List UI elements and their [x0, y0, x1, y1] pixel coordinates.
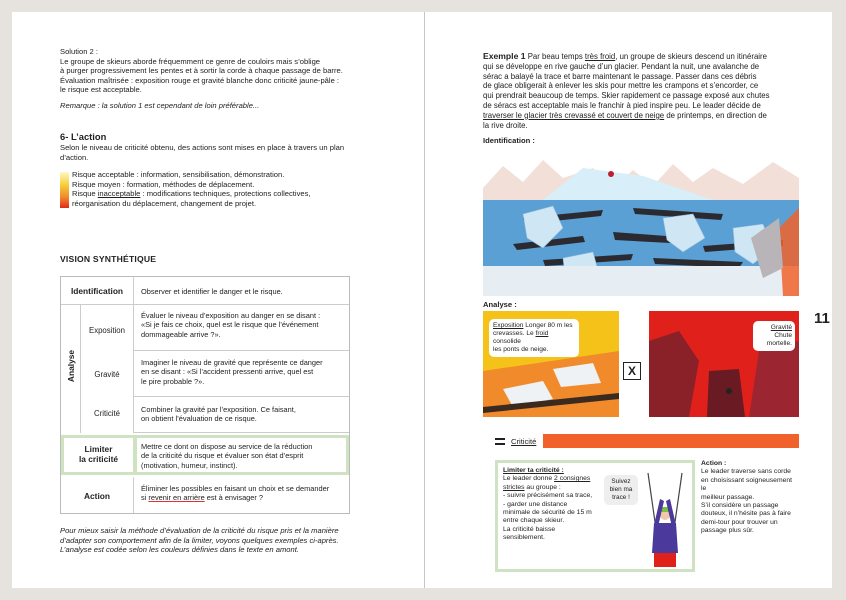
limiter-line: - garder une distance [503, 500, 568, 508]
combine-x-mark: X [623, 362, 641, 380]
example-title: Exemple 1 [483, 51, 526, 61]
example-part: de printemps, en direction de [664, 110, 767, 120]
risk-gradient-bar [60, 172, 69, 208]
limiter-label-line: Limiter [84, 444, 113, 454]
gravite-word: Gravité [770, 324, 792, 331]
gravite-text [141, 358, 323, 386]
solution-2-block [60, 47, 380, 95]
action-line: en choisissant soigneusement le [701, 476, 793, 493]
action-heading: 6- L’action [60, 131, 107, 142]
limiter-title: Limiter ta criticité : [503, 467, 564, 474]
footer-line: L’analyse est codée selon les couleurs définies dans le texte en amont. [60, 545, 299, 555]
gravite-line: Imaginer le niveau de gravité que représente ce danger [141, 358, 323, 367]
limiter-label-line: la criticité [78, 454, 119, 464]
solution-line: le risque est acceptable. [60, 85, 142, 95]
risk-moyen: Risque moyen : formation, méthodes de déplacement. [72, 179, 255, 189]
example-line: de glace obligerait à enlever les skis pour mettre les crampons et s’encorder, ce [483, 81, 759, 91]
analyse-label: Analyse : [483, 300, 517, 309]
action-line: Selon le niveau de criticité obtenu, des actions sont mises en place à travers un plan [60, 143, 345, 152]
risk-acceptable: Risque acceptable : information, sensibilisation, démonstration. [72, 170, 285, 179]
vision-heading: VISION SYNTHÉTIQUE [60, 254, 157, 264]
action-line: demi-tour pour trouver un [701, 518, 778, 526]
risk-inacceptable [72, 189, 372, 199]
limiter-line: - suivre précisément sa trace, [503, 492, 593, 500]
action-line: d’action. [60, 152, 89, 162]
limiter-line: La criticité baisse [503, 525, 556, 533]
equals-sign-bottom [495, 443, 505, 445]
example-line: de séracs est acceptable mais le franchir à pied inspire peu. Le leader décide de [483, 100, 761, 110]
example-line: sérac a balayé la trace et barre maintenant le passage. Passer dans ces débris [483, 71, 757, 81]
bubble-text: Longer 80 m les [523, 322, 573, 329]
row-identification [61, 277, 349, 305]
action-line: Éliminer les possibles en faisant un choix et se demander [141, 484, 330, 493]
glacier-illustration [483, 148, 799, 296]
risk-text: Risque [72, 189, 98, 199]
exposition-line: Évaluer le niveau d’exposition au danger en se disant : [141, 311, 321, 320]
criticite-text [141, 405, 296, 424]
criticite-bar [543, 434, 799, 448]
limiter-line: de la criticité du risque et évaluer son état d’esprit [141, 451, 304, 461]
limiter-text [141, 442, 312, 470]
gravite-line: en se disant : «Si l’accident pressenti arrive, quel est [141, 367, 314, 377]
exposition-text [141, 311, 320, 339]
risk-text: : modifications techniques, protections collectives, [140, 189, 311, 199]
bubble-text: mortelle. [766, 340, 792, 347]
action-underlined: revenir en arrière [148, 493, 205, 503]
gravite-panel [649, 311, 799, 417]
action-title: Action : [701, 460, 727, 467]
gravite-label: Gravité [94, 370, 120, 379]
example-underlined: traverser le glacier très crevassé et couvert de neige [483, 110, 665, 120]
action-line: meilleur passage. [701, 493, 755, 501]
limiter-line: minimale de sécurité de 15 m [503, 509, 592, 517]
example-line [483, 111, 803, 121]
bubble-text: crevasses. Le [493, 330, 536, 337]
risk-line: réorganisation du déplacement, changement de projet. [72, 198, 257, 208]
action-text-part: est à envisager ? [204, 493, 264, 503]
book-spread [12, 12, 832, 588]
limiter-box [495, 460, 695, 572]
footer-note [60, 526, 380, 555]
identification-label: Identification : [483, 136, 535, 145]
solution-line: Évaluation maîtrisée : exposition rouge et gravité blanche donc criticité jaune-pâle : [60, 75, 340, 85]
example-text [483, 52, 803, 130]
limiter-label [64, 444, 133, 464]
identification-text: Observer et identifier le danger et le risque. [141, 287, 283, 296]
exposition-line: «Si je fais ce choix, quel est le risque que l’événement [141, 320, 319, 330]
action-intro [60, 143, 380, 162]
froid-word: froid [535, 330, 549, 337]
solution-title: Solution 2 : [60, 47, 98, 56]
identification-label: Identification [70, 286, 124, 296]
action-line: S’il considère un passage [701, 502, 779, 510]
limiter-part: au groupe : [524, 483, 561, 491]
analyse-column [61, 305, 81, 433]
action-text-part: si [141, 493, 149, 503]
limiter-line: (motivation, humeur, instinct). [141, 460, 238, 470]
footer-line: d’adapter son comportement afin de la limiter, voyons quelques exemples ci-après. [60, 535, 339, 545]
speech-line: Suivez [611, 478, 631, 485]
bubble-text: les ponts de neige. [493, 346, 549, 353]
action-text [141, 484, 329, 503]
criticite-line: Combiner la gravité par l’exposition. Ce faisant, [141, 405, 296, 414]
limiter-line: entre chaque skieur. [503, 517, 565, 525]
left-page [12, 12, 424, 588]
limiter-line [503, 475, 603, 483]
remark: Remarque : la solution 1 est cependant de loin préférable... [60, 101, 260, 110]
example-part: , un groupe de skieurs descend un itinéraire [615, 52, 767, 61]
limiter-line [503, 484, 603, 492]
skier-illustration [638, 469, 692, 569]
analyse-label: Analyse [66, 349, 76, 383]
action-box [701, 460, 799, 536]
limiter-part: Le leader donne [503, 475, 555, 483]
example-line: qui se développe en rive gauche d’un glacier. Pendant la nuit, une avalanche de [483, 61, 760, 71]
action-line: passage plus sûr. [701, 527, 754, 535]
example-line: qui prendrait beaucoup de temps. Skier rapidement ce passage exposé aux chutes [483, 91, 770, 101]
limiter-line: sensiblement. [503, 534, 545, 542]
synthesis-table [60, 276, 350, 514]
limiter-line: Mettre ce dont on dispose au service de la réduction [141, 442, 313, 451]
exposition-word: Exposition [493, 322, 524, 329]
gravite-bubble [753, 321, 795, 351]
exposition-line: dommageable arrive ?». [141, 329, 221, 339]
example-underlined: très froid [584, 52, 616, 61]
example-line [483, 52, 803, 62]
solution-line: Le groupe de skieurs aborde fréquemment ce genre de couloirs mais s’oblige [60, 56, 321, 66]
action-line: Le leader traverse sans corde [701, 468, 791, 476]
equals-sign-top [495, 438, 505, 440]
speech-line: bien ma [609, 486, 633, 493]
criticite-label: Criticité [94, 409, 120, 418]
solution-line: à purger progressivement les pentes et à sortir la corde à chaque passage de barre. [60, 66, 343, 76]
right-page [425, 12, 832, 588]
limiter-underlined: 2 consignes [554, 475, 591, 483]
limiter-label-box [61, 435, 136, 475]
example-part: Par beau temps [527, 52, 585, 61]
limiter-text [503, 467, 603, 543]
gravite-line: le pire probable ?». [141, 376, 205, 386]
speech-line: trace ! [612, 494, 630, 501]
bubble-text: Chute [774, 332, 792, 339]
exposition-bubble [489, 319, 579, 357]
action-line: douteux, il n’hésite pas à faire [701, 510, 791, 518]
criticite-label: Criticité [511, 437, 537, 446]
criticite-line: on obtient l’évaluation de ce risque. [141, 414, 257, 424]
page-number: 11 [814, 310, 830, 327]
limiter-text-box [134, 435, 349, 475]
risk-levels [72, 170, 372, 208]
exposition-label: Exposition [89, 326, 125, 335]
action-label: Action [83, 491, 111, 501]
limiter-underlined: strictes [503, 483, 525, 491]
speech-bubble [604, 475, 638, 505]
example-line: la rive droite. [483, 120, 528, 130]
bubble-text: consolide [493, 338, 521, 345]
risk-underlined: inacceptable [97, 189, 141, 199]
footer-line: Pour mieux saisir la méthode d’évaluation de la criticité du risque pris et la manière [60, 526, 339, 535]
action-line [141, 493, 329, 502]
exposition-panel [483, 311, 619, 417]
